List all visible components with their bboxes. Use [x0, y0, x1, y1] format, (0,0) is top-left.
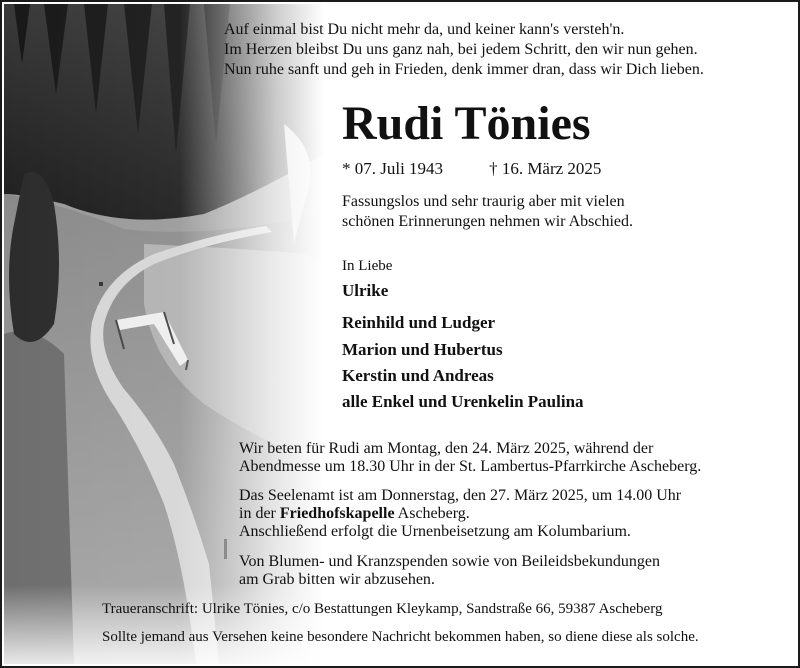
family-member: Kerstin und Andreas: [342, 366, 494, 385]
farewell-text: [342, 192, 633, 232]
mass-line: Wir beten für Rudi am Montag, den 24. März 2025, während der: [239, 440, 654, 457]
mass-line: Abendmesse um 18.30 Uhr in der St. Lambertus-Pfarrkirche Ascheberg.: [239, 458, 702, 475]
farewell-line: Fassungslos und sehr traurig aber mit vielen: [342, 193, 625, 210]
family-member: alle Enkel und Urenkelin Paulina: [342, 392, 584, 411]
mass-info: [239, 440, 701, 476]
poem: [224, 20, 704, 80]
family-member: Marion und Hubertus: [342, 340, 503, 359]
family-member: Ulrike: [342, 281, 389, 300]
requiem-line: [239, 505, 681, 523]
requiem-line: Das Seelenamt ist am Donnerstag, den 27. März 2025, um 14.00 Uhr: [239, 487, 682, 504]
farewell-line: schönen Erinnerungen nehmen wir Abschied.: [342, 213, 634, 230]
poem-line: Nun ruhe sanft und geh in Frieden, denk immer dran, dass wir Dich lieben.: [224, 61, 704, 78]
birth-date: * 07. Juli 1943: [342, 159, 444, 178]
poem-line: Auf einmal bist Du nicht mehr da, und keiner kann's versteh'n.: [224, 21, 625, 38]
requiem-info: [239, 487, 681, 541]
mourning-address: Traueranschrift: Ulrike Tönies, c/o Bestattungen Kleykamp, Sandstraße 66, 59387 Ascheberg: [102, 601, 663, 617]
requiem-line: Anschließend erfolgt die Urnenbeisetzung am Kolumbarium.: [239, 523, 631, 540]
closing-notice: Sollte jemand aus Versehen keine besondere Nachricht bekommen haben, so diene diese als solche.: [102, 629, 699, 645]
requiem-suffix: Ascheberg.: [394, 505, 470, 522]
requiem-prefix: in der: [239, 505, 280, 522]
death-date: † 16. März 2025: [489, 159, 602, 178]
requiem-place: Friedhofskapelle: [279, 505, 395, 522]
flowers-line: am Grab bitten wir abzusehen.: [239, 571, 435, 588]
flowers-line: Von Blumen- und Kranzspenden sowie von Beileidsbekundungen: [239, 553, 660, 570]
family-member: Reinhild und Ludger: [342, 313, 496, 332]
deceased-name: Rudi Tönies: [342, 97, 591, 150]
in-liebe-label: In Liebe: [342, 258, 393, 274]
flowers-info: [239, 553, 660, 589]
life-dates: [342, 158, 601, 180]
poem-line: Im Herzen bleibst Du uns ganz nah, bei jedem Schritt, den wir nun gehen.: [224, 41, 698, 58]
